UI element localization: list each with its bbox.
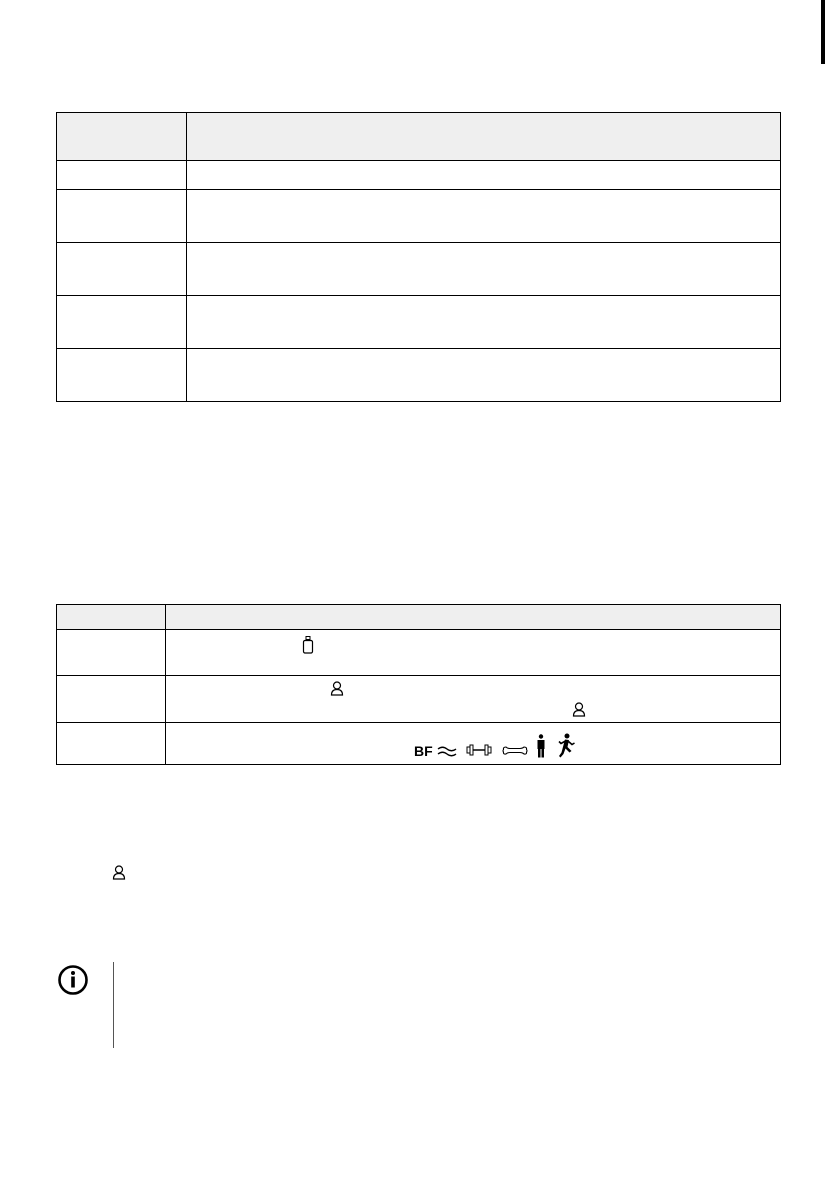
margin-rule: [821, 0, 825, 64]
note-rule: [113, 962, 114, 1048]
table-cell: [166, 630, 781, 676]
table-cell: [57, 676, 166, 723]
user-icon: [572, 702, 586, 717]
table-cell: [57, 723, 166, 765]
note-block: [56, 962, 780, 1050]
table-1-header-cell-2: [187, 113, 781, 161]
user-icon: [112, 865, 126, 880]
info-icon: [57, 964, 89, 996]
table-row: [57, 190, 781, 243]
table-cell: [57, 349, 187, 402]
table-cell: [166, 676, 781, 723]
weight-icon: [302, 636, 314, 654]
table-cell: [57, 630, 166, 676]
table-row: [57, 161, 781, 190]
muscle-icon: [466, 744, 492, 756]
table-2: [56, 604, 781, 765]
person-running-icon: [556, 733, 576, 759]
person-standing-icon: [536, 734, 546, 758]
bone-icon: [502, 745, 528, 756]
table-cell: [57, 296, 187, 349]
table-cell: [187, 349, 781, 402]
user-icon: [330, 681, 344, 696]
table-row: [57, 349, 781, 402]
bf-icon-text: BF: [414, 743, 433, 759]
table-2-header-cell-2: [166, 605, 781, 630]
table-cell: [57, 243, 187, 296]
table-row: [57, 296, 781, 349]
table-cell: [57, 190, 187, 243]
table-cell: [57, 161, 187, 190]
table-1-header-cell-1: [57, 113, 187, 161]
table-row: [57, 243, 781, 296]
table-1: [56, 112, 781, 402]
table-2-header-cell-1: [57, 605, 166, 630]
bf-icon: [414, 743, 433, 759]
table-cell: [187, 161, 781, 190]
table-2-header-row: [57, 605, 781, 630]
table-row: [57, 676, 781, 723]
table-1-header-row: [57, 113, 781, 161]
table-cell: [187, 296, 781, 349]
table-cell: [187, 243, 781, 296]
water-icon: [437, 745, 457, 757]
table-row: [57, 630, 781, 676]
table-cell: [187, 190, 781, 243]
